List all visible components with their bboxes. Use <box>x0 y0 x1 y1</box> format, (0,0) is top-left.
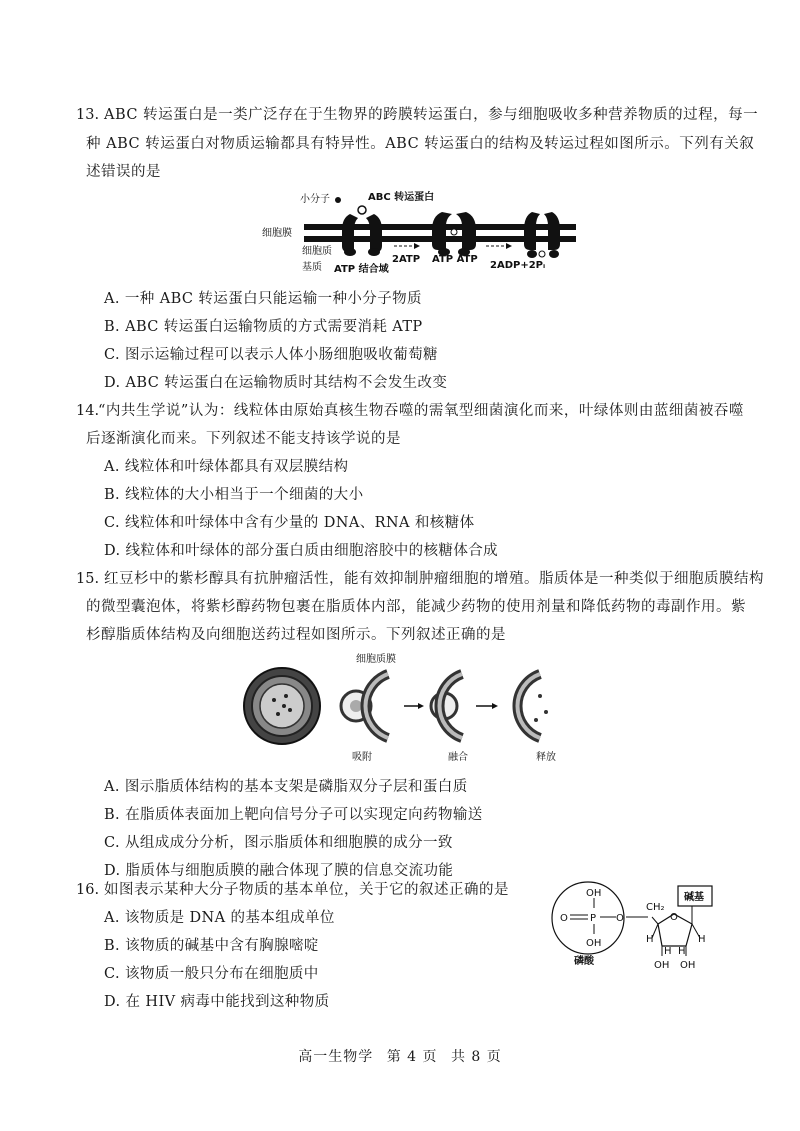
label-h2: H <box>698 934 706 945</box>
q15-number: 15. <box>76 571 100 587</box>
label-o-ring: O <box>670 912 678 923</box>
q13-stem-line-1: ABC 转运蛋白是一类广泛存在于生物界的跨膜转运蛋白，参与细胞吸收多种营养物质的过程，每一 <box>104 107 759 123</box>
label-h4: H <box>678 946 686 957</box>
q13-number: 13. <box>76 107 100 123</box>
q15-option-d: D. 脂质体与细胞质膜的融合体现了膜的信息交流功能 <box>104 863 454 879</box>
q16-option-c: C. 该物质一般只分布在细胞质中 <box>104 966 319 982</box>
q13-option-c: C. 图示运输过程可以表示人体小肠细胞吸收葡萄糖 <box>104 347 438 363</box>
q13-stem-line-3: 述错误的是 <box>86 164 161 180</box>
label-cytoplasm: 细胞质 <box>302 246 332 257</box>
footer-total: 共 8 页 <box>450 1049 502 1065</box>
label-adp: 2ADP+2Pᵢ <box>490 260 546 271</box>
label-fuse: 融合 <box>448 752 468 763</box>
footer-page: 第 4 页 <box>386 1049 438 1065</box>
q15-stem-line-1: 红豆杉中的紫杉醇具有抗肿瘤活性，能有效抑制肿瘤细胞的增殖。脂质体是一种类似于细胞质膜结构 <box>104 571 764 587</box>
label-phosphate: 磷酸 <box>574 956 594 967</box>
q13-option-b: B. ABC 转运蛋白运输物质的方式需要消耗 ATP <box>104 319 423 335</box>
q16-option-b: B. 该物质的碱基中含有胸腺嘧啶 <box>104 938 319 954</box>
label-oh-bottom: OH <box>586 938 602 949</box>
q13-option-a: A. 一种 ABC 转运蛋白只能运输一种小分子物质 <box>104 291 422 307</box>
q14-stem-line-2: 后逐渐演化而来。下列叙述不能支持该学说的是 <box>86 431 401 447</box>
q14-option-d: D. 线粒体和叶绿体的部分蛋白质由细胞溶胶中的核糖体合成 <box>104 543 499 559</box>
q14-stem-line-1: “内共生学说”认为：线粒体由原始真核生物吞噬的需氧型细菌演化而来，叶绿体则由蓝细菌被吞噬 <box>98 403 744 419</box>
label-abc-protein: ABC 转运蛋白 <box>368 192 435 203</box>
label-oh2: OH <box>680 960 696 971</box>
q13-option-d: D. ABC 转运蛋白在运输物质时其结构不会发生改变 <box>104 375 448 391</box>
footer-subject: 高一生物学 <box>298 1049 374 1065</box>
q15-stem-line-3: 杉醇脂质体结构及向细胞送药过程如图所示。下列叙述正确的是 <box>86 627 506 643</box>
q15-stem-line-2: 的微型囊泡体，将紫杉醇药物包裹在脂质体内部，能减少药物的使用剂量和降低药物的毒副作用。紫 <box>86 599 746 615</box>
label-h1: H <box>646 934 654 945</box>
q15-option-b: B. 在脂质体表面加上靶向信号分子可以实现定向药物输送 <box>104 807 483 823</box>
q16-stem-line-1: 如图表示某种大分子物质的基本单位，关于它的叙述正确的是 <box>104 882 509 898</box>
label-membrane: 细胞膜 <box>262 228 292 239</box>
q14-number: 14. <box>76 403 100 419</box>
page-footer <box>0 1046 800 1066</box>
label-o-right: O <box>616 913 624 924</box>
label-atp-domain: ATP 结合域 <box>334 264 389 275</box>
label-adsorb: 吸附 <box>352 752 372 763</box>
label-h3: H <box>664 946 672 957</box>
label-atp-atp: ATP ATP <box>432 254 478 265</box>
q16-option-a: A. 该物质是 DNA 的基本组成单位 <box>104 910 335 926</box>
q14-option-b: B. 线粒体的大小相当于一个细菌的大小 <box>104 487 364 503</box>
liposome-figure <box>240 650 580 770</box>
q15-option-a: A. 图示脂质体结构的基本支架是磷脂双分子层和蛋白质 <box>104 779 468 795</box>
label-ch2: CH₂ <box>646 902 665 913</box>
q14-option-a: A. 线粒体和叶绿体都具有双层膜结构 <box>104 459 349 475</box>
q16-option-d: D. 在 HIV 病毒中能找到这种物质 <box>104 994 330 1010</box>
label-base: 碱基 <box>684 892 704 903</box>
label-release: 释放 <box>536 752 556 763</box>
label-matrix: 基质 <box>302 262 322 273</box>
label-oh-top: OH <box>586 888 602 899</box>
q13-stem-line-2: 种 ABC 转运蛋白对物质运输都具有特异性。ABC 转运蛋白的结构及转运过程如图所示。下列有关叙 <box>86 136 755 152</box>
q15-option-c: C. 从组成成分分析，图示脂质体和细胞膜的成分一致 <box>104 835 453 851</box>
nucleotide-figure <box>548 880 728 990</box>
label-o-left: O <box>560 913 568 924</box>
label-cell-membrane: 细胞质膜 <box>356 654 396 665</box>
abc-transporter-figure <box>262 188 582 280</box>
label-p: P <box>590 913 597 924</box>
label-2atp: 2ATP <box>392 254 421 265</box>
q14-option-c: C. 线粒体和叶绿体中含有少量的 DNA、RNA 和核糖体 <box>104 515 475 531</box>
label-small-molecule: 小分子 <box>300 194 330 205</box>
label-oh1: OH <box>654 960 670 971</box>
q16-number: 16. <box>76 882 100 898</box>
